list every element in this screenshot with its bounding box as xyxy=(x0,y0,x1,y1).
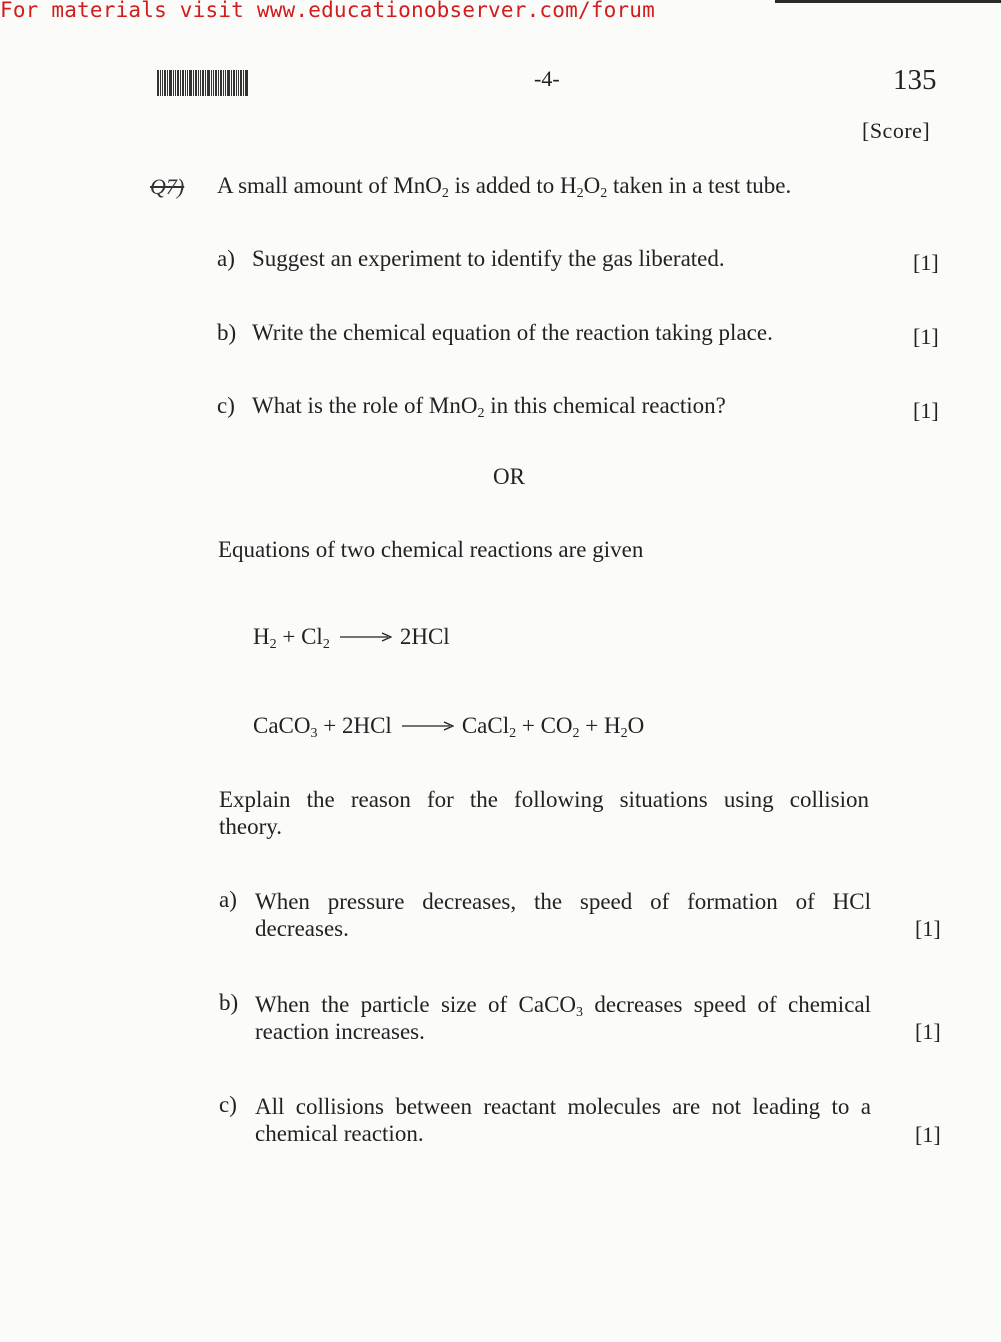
question-stem: A small amount of MnO$_2$ is added to $H_2O_2$ taken in a test tube. xyxy=(217,173,792,201)
reaction-arrow-icon xyxy=(340,632,392,642)
alt-part-text-line1: All collisions between reactant molecules are not leading to a xyxy=(255,1094,871,1119)
alt-part-mark: [1] xyxy=(915,1122,941,1147)
part-label: b) xyxy=(217,320,237,345)
part-label: c) xyxy=(217,393,235,418)
explain-instruction-line1: Explain the reason for the following situations using collision xyxy=(219,787,869,812)
part-mark: [1] xyxy=(913,324,939,349)
watermark-link-text: For materials visit www.educationobserver.com/forum xyxy=(0,0,655,22)
question-number: Q7) xyxy=(150,174,185,199)
alt-part-text-line1: When the particle size of CaCO$_3$ decreases speed of chemical xyxy=(255,992,872,1020)
or-separator: OR xyxy=(493,464,525,489)
alt-part-text-line1: When pressure decreases, the speed of formation of HCl xyxy=(255,889,871,914)
equation-2: CaCO$_3$ + 2HCl CaCl$_2$ + $CO_2 + H_2O$ xyxy=(253,713,645,741)
barcode xyxy=(157,70,261,96)
part-mark: [1] xyxy=(913,250,939,275)
alt-part-mark: [1] xyxy=(915,916,941,941)
alt-part-text-line2: decreases. xyxy=(255,916,349,941)
page-number: -4- xyxy=(534,66,560,91)
part-text: Write the chemical equation of the reaction taking place. xyxy=(252,320,773,345)
part-mark: [1] xyxy=(913,398,939,423)
part-label: a) xyxy=(217,246,235,271)
part-text: What is the role of MnO$_2$ in this chemical reaction? xyxy=(252,393,726,421)
alternative-intro: Equations of two chemical reactions are given xyxy=(218,537,644,562)
alt-part-text-line2: reaction increases. xyxy=(255,1019,425,1044)
alt-part-label: a) xyxy=(219,887,237,912)
part-text: Suggest an experiment to identify the gas liberated. xyxy=(252,246,725,271)
explain-instruction-line2: theory. xyxy=(219,814,283,839)
alt-part-mark: [1] xyxy=(915,1019,941,1044)
score-column-label: [Score] xyxy=(862,118,931,143)
alt-part-text-line2: chemical reaction. xyxy=(255,1121,424,1146)
equation-1: $H_2 + Cl_2$ 2HCl xyxy=(253,624,450,652)
reaction-arrow-icon xyxy=(402,721,454,731)
paper-code: 135 xyxy=(893,64,937,96)
alt-part-label: c) xyxy=(219,1092,237,1117)
top-border-line xyxy=(775,0,1001,3)
alt-part-label: b) xyxy=(219,990,239,1015)
